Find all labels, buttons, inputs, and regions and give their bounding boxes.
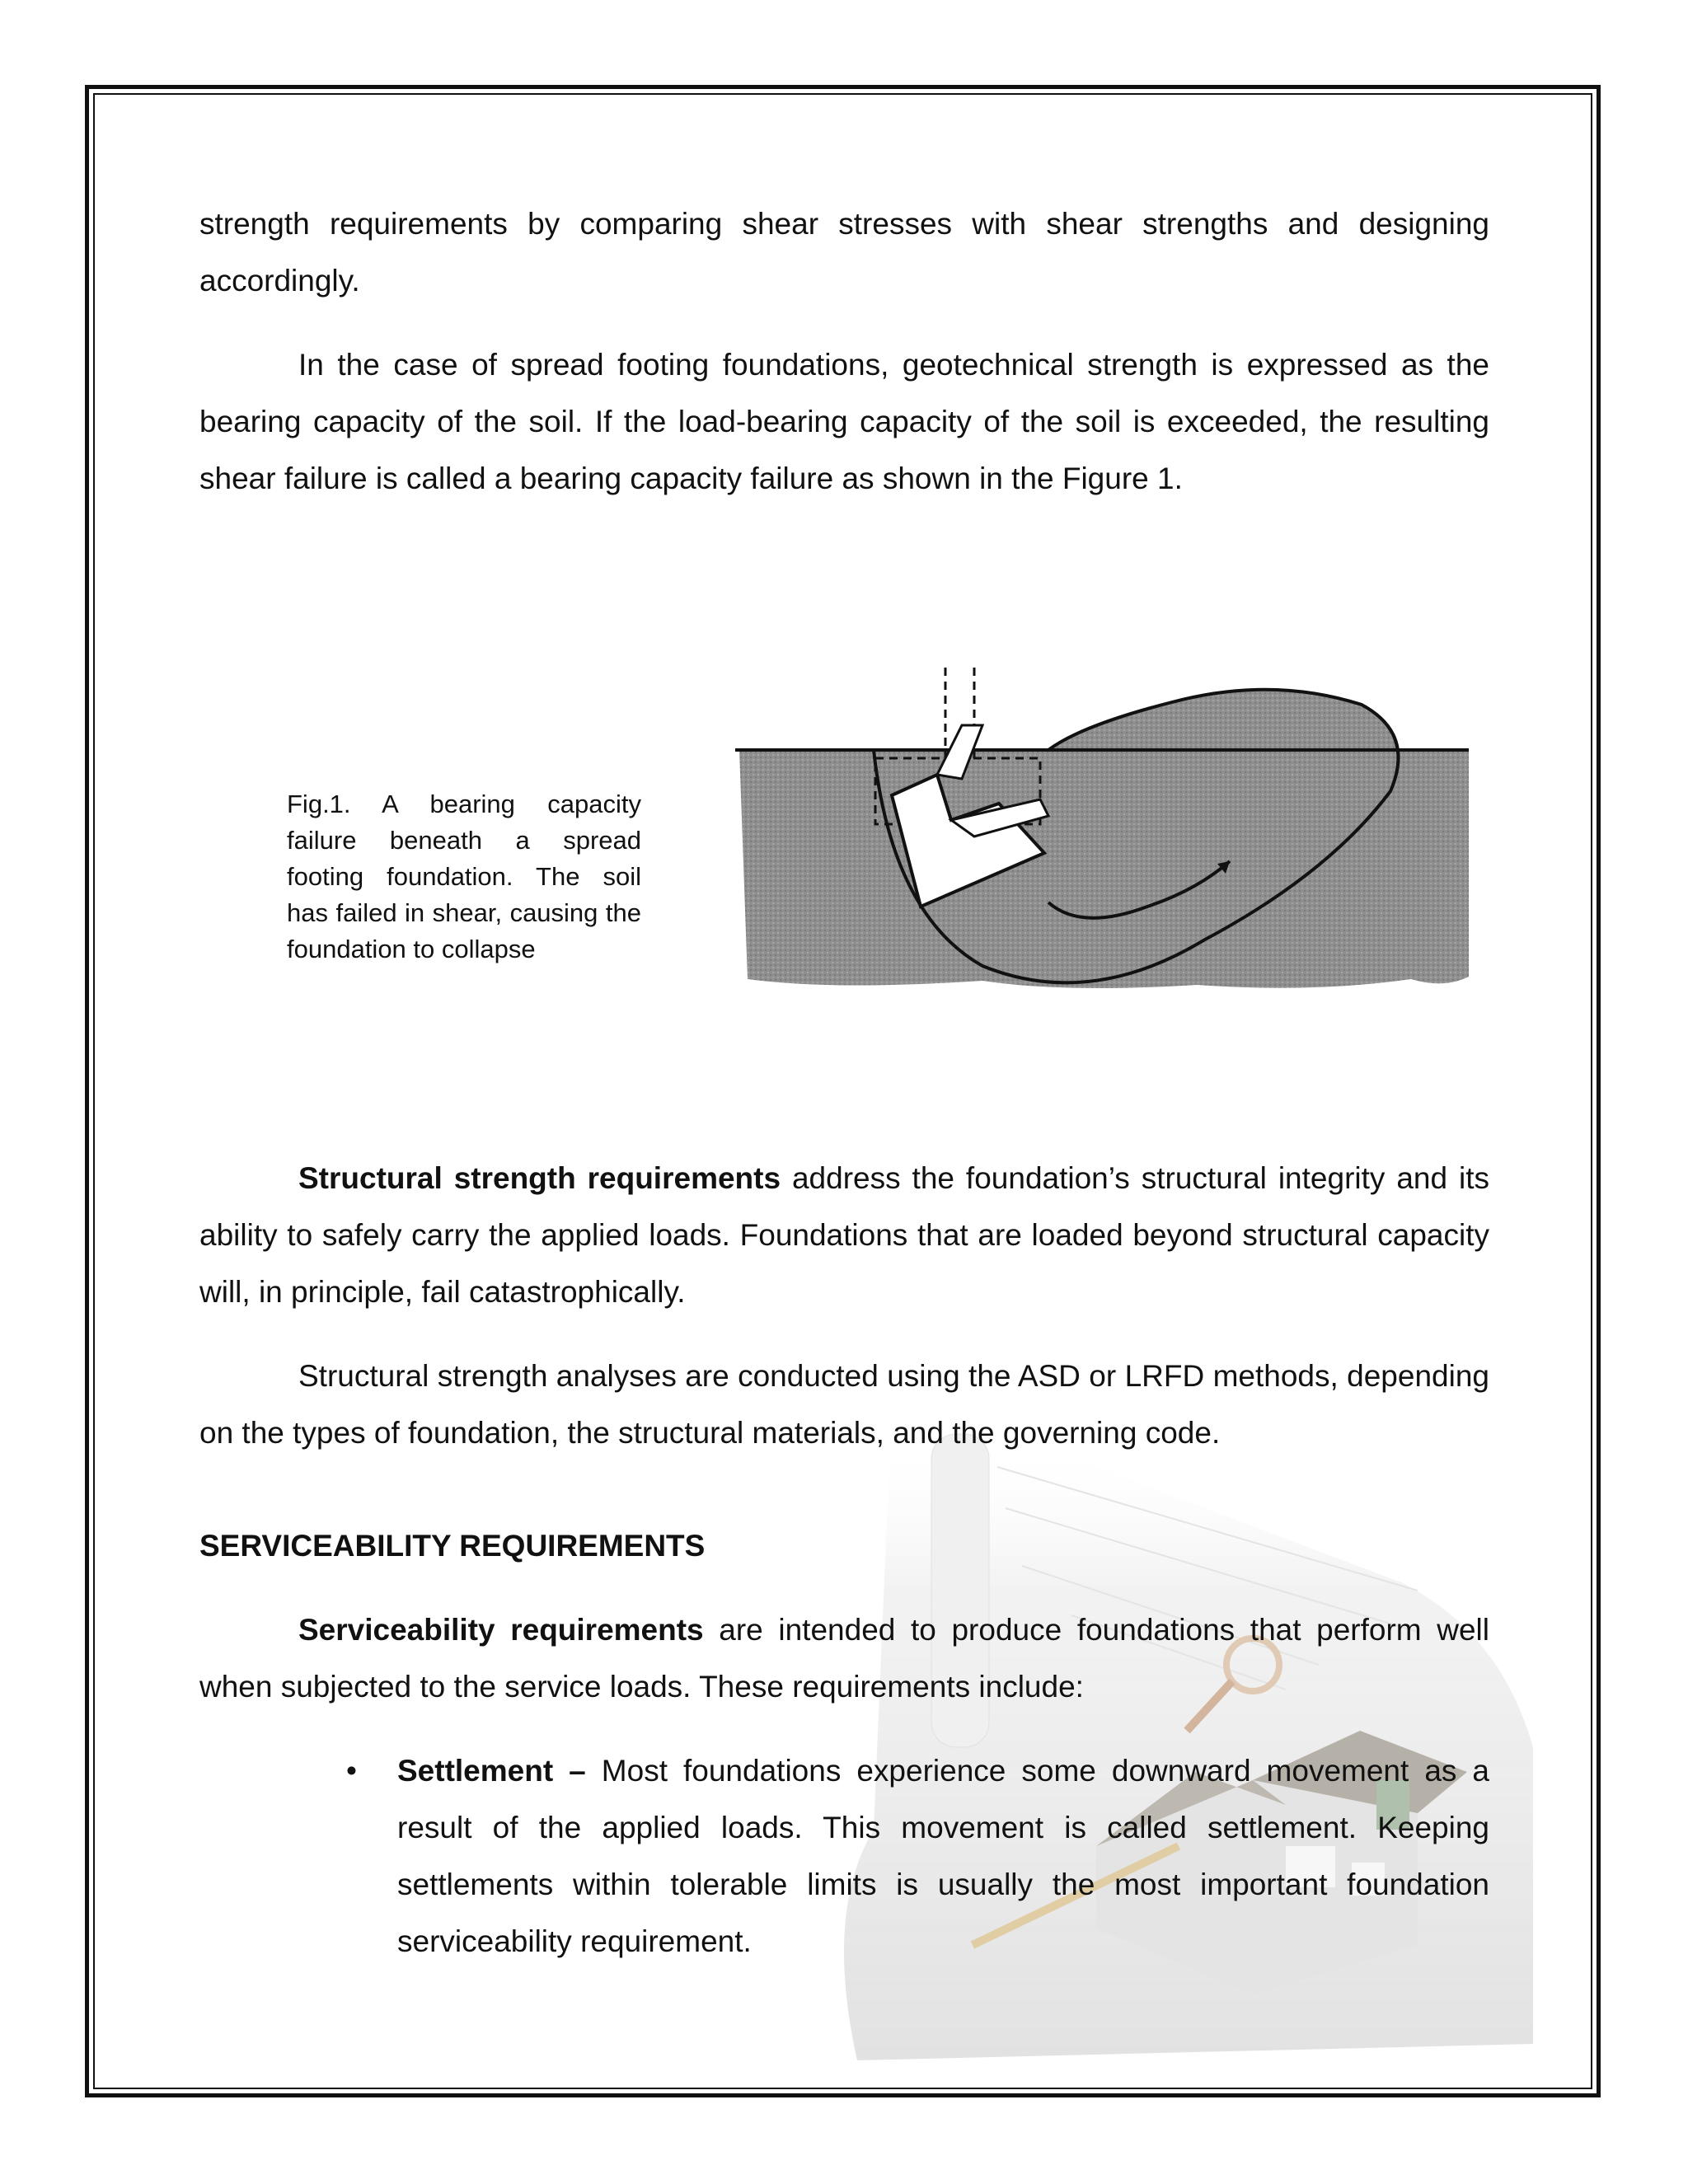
section-heading: SERVICEABILITY REQUIREMENTS [199, 1529, 706, 1563]
paragraph-5 [199, 1601, 1489, 1715]
paragraph-3-text: address the foundation’s structural integrity and its ability to safely carry the applied loads. Foundations that are loaded beyond structural capacity will, in principle, fail catastrophically. [199, 1161, 1489, 1309]
requirements-list [199, 1742, 1489, 1970]
structural-strength-term: Structural strength requirements [298, 1161, 781, 1195]
paragraph-1: strength requirements by comparing shear stresses with shear strengths and designing accordingly. [199, 207, 1489, 298]
serviceability-term: Serviceability requirements [298, 1613, 704, 1647]
bullet-text: Most foundations experience some downward movement as a result of the applied loads. This movement is called settlement. Keeping settlements within tolerable limits is usually the most important foundation serviceability requirement. [397, 1754, 1489, 1958]
bullet-term: Settlement – [397, 1754, 586, 1788]
figure-caption: Fig.1. A bearing capacity failure beneath a spread footing foundation. The soil has failed in shear, causing the foundation to collapse [287, 790, 641, 963]
page-content [199, 195, 1489, 1970]
paragraph-4: Structural strength analyses are conducted using the ASD or LRFD methods, depending on the types of foundation, the structural materials, and the governing code. [199, 1359, 1489, 1450]
bullet-icon: • [346, 1754, 357, 1788]
figure-1 [199, 507, 1489, 1150]
list-item [346, 1742, 1489, 1970]
paragraph-2: In the case of spread footing foundations, geotechnical strength is expressed as the bearing capacity of the soil. If the load-bearing capacity of the soil is exceeded, the resulting shear failure is called a bearing capacity failure as shown in the Figure 1. [199, 348, 1489, 495]
paragraph-3 [199, 1150, 1489, 1320]
bearing-capacity-failure-diagram [735, 668, 1477, 1030]
paragraph-5-text: are intended to produce foundations that perform well when subjected to the service loads. These requirements include: [199, 1613, 1489, 1704]
